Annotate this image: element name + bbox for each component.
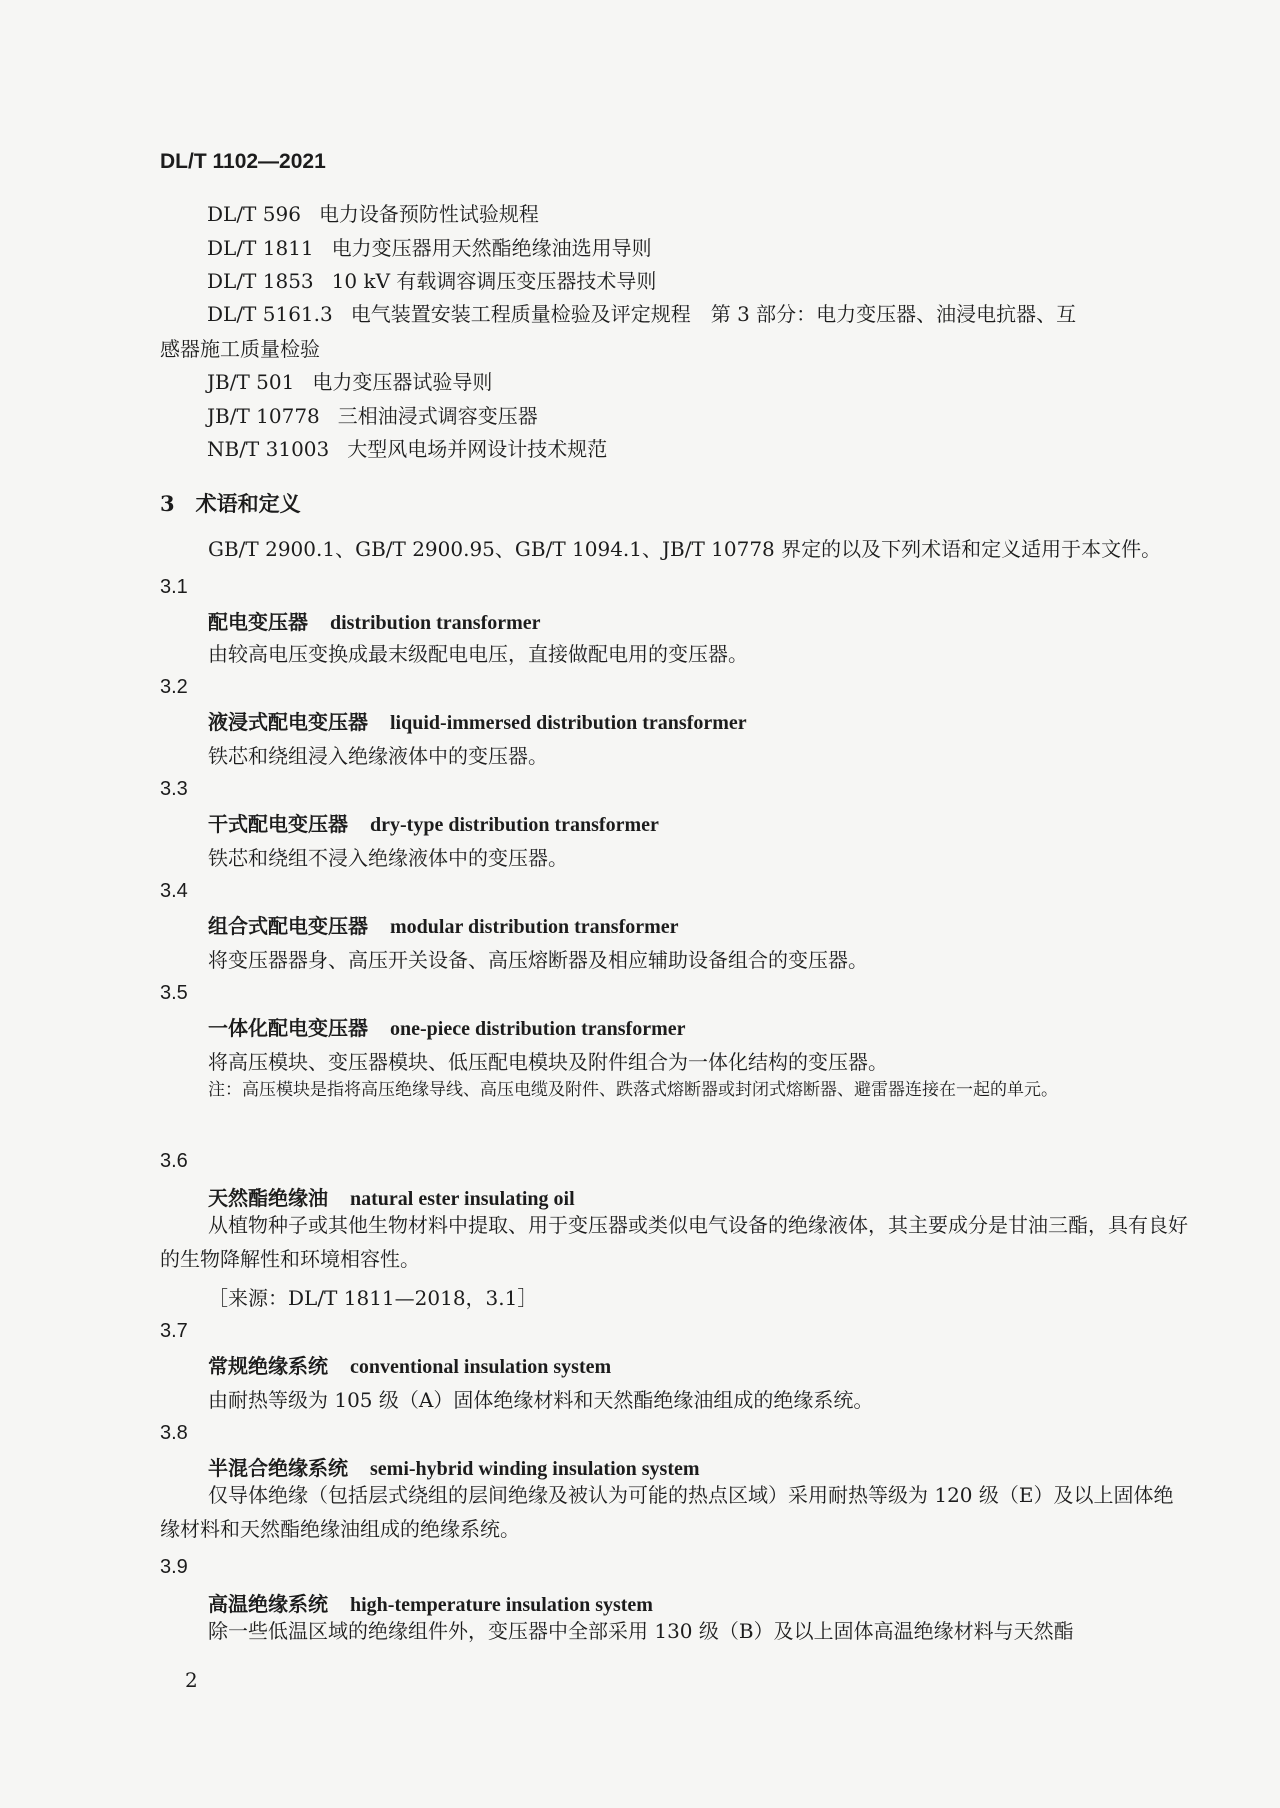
reference-item bbox=[207, 232, 652, 261]
reference-title: 电力变压器用天然酯绝缘油选用导则 bbox=[331, 236, 652, 260]
term-zh: 半混合绝缘系统 bbox=[208, 1456, 348, 1480]
term-definition: 除一些低温区域的绝缘组件外，变压器中全部采用 130 级（B）及以上固体高温绝缘材料与天然酯 bbox=[208, 1619, 1074, 1643]
section-intro: GB/T 2900.1、GB/T 2900.95、GB/T 1094.1、JB/T 10778 界定的以及下列术语和定义适用于本文件。 bbox=[208, 537, 1162, 561]
term-title bbox=[208, 808, 659, 837]
reference-code: DL/T 596 bbox=[207, 202, 301, 226]
term-zh: 组合式配电变压器 bbox=[208, 914, 368, 938]
term-definition: 将变压器器身、高压开关设备、高压熔断器及相应辅助设备组合的变压器。 bbox=[208, 948, 868, 972]
term-definition: 由耐热等级为 105 级（A）固体绝缘材料和天然酯绝缘油组成的绝缘系统。 bbox=[208, 1388, 874, 1412]
term-en: high-temperature insulation system bbox=[350, 1594, 653, 1616]
term-definition: 由较高电压变换成最末级配电电压，直接做配电用的变压器。 bbox=[208, 642, 748, 666]
term-zh: 常规绝缘系统 bbox=[208, 1354, 328, 1378]
reference-item bbox=[207, 400, 538, 429]
document-id-header: DL/T 1102—2021 bbox=[160, 150, 326, 173]
term-number: 3.6 bbox=[160, 1150, 188, 1172]
reference-code: JB/T 501 bbox=[207, 370, 295, 394]
term-en: liquid-immersed distribution transformer bbox=[390, 712, 747, 734]
reference-code: DL/T 1853 bbox=[207, 269, 314, 293]
term-number: 3.5 bbox=[160, 982, 188, 1004]
term-title bbox=[208, 1012, 686, 1041]
term-zh: 一体化配电变压器 bbox=[208, 1016, 368, 1040]
section-heading: 3 术语和定义 bbox=[160, 491, 301, 516]
term-en: distribution transformer bbox=[330, 612, 541, 634]
term-number: 3.9 bbox=[160, 1556, 188, 1578]
term-en: natural ester insulating oil bbox=[350, 1188, 575, 1210]
term-number: 3.4 bbox=[160, 880, 188, 902]
reference-code: JB/T 10778 bbox=[207, 404, 320, 428]
term-en: modular distribution transformer bbox=[390, 916, 679, 938]
term-definition: 铁芯和绕组不浸入绝缘液体中的变压器。 bbox=[208, 846, 568, 870]
term-source: ［来源：DL/T 1811—2018，3.1］ bbox=[208, 1286, 538, 1310]
term-title bbox=[208, 1452, 700, 1481]
term-en: one-piece distribution transformer bbox=[390, 1018, 686, 1040]
term-definition: 将高压模块、变压器模块、低压配电模块及附件组合为一体化结构的变压器。 bbox=[208, 1050, 888, 1074]
term-en: semi-hybrid winding insulation system bbox=[370, 1458, 700, 1480]
term-note: 注：高压模块是指将高压绝缘导线、高压电缆及附件、跌落式熔断器或封闭式熔断器、避雷器连接在一起的单元。 bbox=[208, 1080, 1058, 1100]
reference-title: 电力设备预防性试验规程 bbox=[318, 202, 539, 226]
reference-item bbox=[207, 366, 492, 395]
reference-item bbox=[207, 265, 656, 294]
term-title bbox=[208, 706, 747, 735]
term-definition: 铁芯和绕组浸入绝缘液体中的变压器。 bbox=[208, 744, 548, 768]
term-en: conventional insulation system bbox=[350, 1356, 612, 1378]
reference-title: 三相油浸式调容变压器 bbox=[337, 404, 538, 428]
reference-code: NB/T 31003 bbox=[207, 437, 330, 461]
term-title bbox=[208, 606, 541, 635]
reference-title: 10 kV 有载调容调压变压器技术导则 bbox=[331, 269, 657, 293]
term-title bbox=[208, 1588, 653, 1617]
term-number: 3.3 bbox=[160, 778, 188, 800]
reference-item bbox=[207, 298, 1076, 327]
term-title bbox=[208, 1182, 575, 1211]
term-number: 3.1 bbox=[160, 576, 188, 598]
reference-code: DL/T 5161.3 bbox=[207, 302, 333, 326]
term-zh: 高温绝缘系统 bbox=[208, 1592, 328, 1616]
reference-title: 电气装置安装工程质量检验及评定规程 第 3 部分：电力变压器、油浸电抗器、互 bbox=[350, 302, 1077, 326]
term-number: 3.8 bbox=[160, 1422, 188, 1444]
term-zh: 干式配电变压器 bbox=[208, 812, 348, 836]
term-zh: 配电变压器 bbox=[208, 610, 308, 634]
term-number: 3.7 bbox=[160, 1320, 188, 1342]
reference-item bbox=[207, 198, 539, 227]
term-en: dry-type distribution transformer bbox=[370, 814, 659, 836]
reference-item bbox=[207, 433, 607, 462]
term-zh: 天然酯绝缘油 bbox=[208, 1186, 328, 1210]
reference-title: 大型风电场并网设计技术规范 bbox=[347, 437, 608, 461]
reference-code: DL/T 1811 bbox=[207, 236, 314, 260]
reference-title: 电力变压器试验导则 bbox=[312, 370, 493, 394]
term-title bbox=[208, 910, 679, 939]
term-definition: 从植物种子或其他生物材料中提取、用于变压器或类似电气设备的绝缘液体，其主要成分是甘油三酯，具有良好的生物降解性和环境相容性。 bbox=[160, 1213, 1188, 1271]
term-definition: 仅导体绝缘（包括层式绕组的层间绝缘及被认为可能的热点区域）采用耐热等级为 120 级（E）及以上固体绝缘材料和天然酯绝缘油组成的绝缘系统。 bbox=[160, 1483, 1174, 1541]
term-zh: 液浸式配电变压器 bbox=[208, 710, 368, 734]
term-title bbox=[208, 1350, 611, 1379]
reference-title-continuation: 感器施工质量检验 bbox=[160, 337, 320, 361]
page-number: 2 bbox=[185, 1668, 198, 1692]
term-number: 3.2 bbox=[160, 676, 188, 698]
